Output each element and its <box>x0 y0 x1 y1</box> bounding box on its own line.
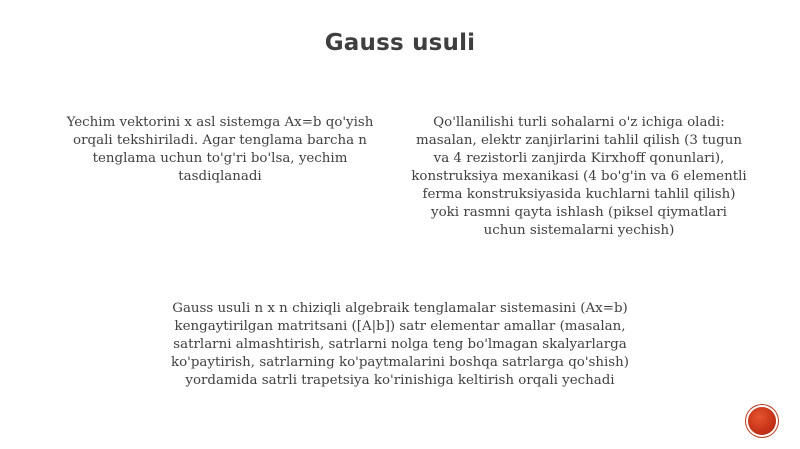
method-description-paragraph: Gauss usuli n x n chiziqli algebraik tenglamalar sistemasini (Ax=b) kengaytirilgan matritsani ([A|b]) satr elementar amallar (masalan, satrlarni almashtirish, satrlarni nolga teng bo'lmagan skalyarlarga ko'paytirish, satrlarning ko'paytmalarini boshqa satrlarga qo'shish) yordamida satrli trapetsiya ko'rinishiga keltirish orqali yechadi <box>170 301 630 388</box>
verification-paragraph: Yechim vektorini x asl sistemga Ax=b qo'yish orqali tekshiriladi. Agar tenglama barcha n tenglama uchun to'g'ri bo'lsa, yechim tasdiqlanadi <box>66 115 374 184</box>
applications-paragraph: Qo'llanilishi turli sohalarni o'z ichiga oladi: masalan, elektr zanjirlarini tahlil qilish (3 tugun va 4 rezistorli zanjirda Kirxhoff qonunlari), konstruksiya mexanikasi (4 bo'g'in va 6 elementli ferma konstruksiyasida kuchlarni tahlil qilish) yoki rasmni qayta ishlash (piksel qiymatlari uchun sistemalarni yechish) <box>411 115 747 238</box>
next-slide-button[interactable] <box>748 407 776 435</box>
slide-title: Gauss usuli <box>324 30 476 56</box>
